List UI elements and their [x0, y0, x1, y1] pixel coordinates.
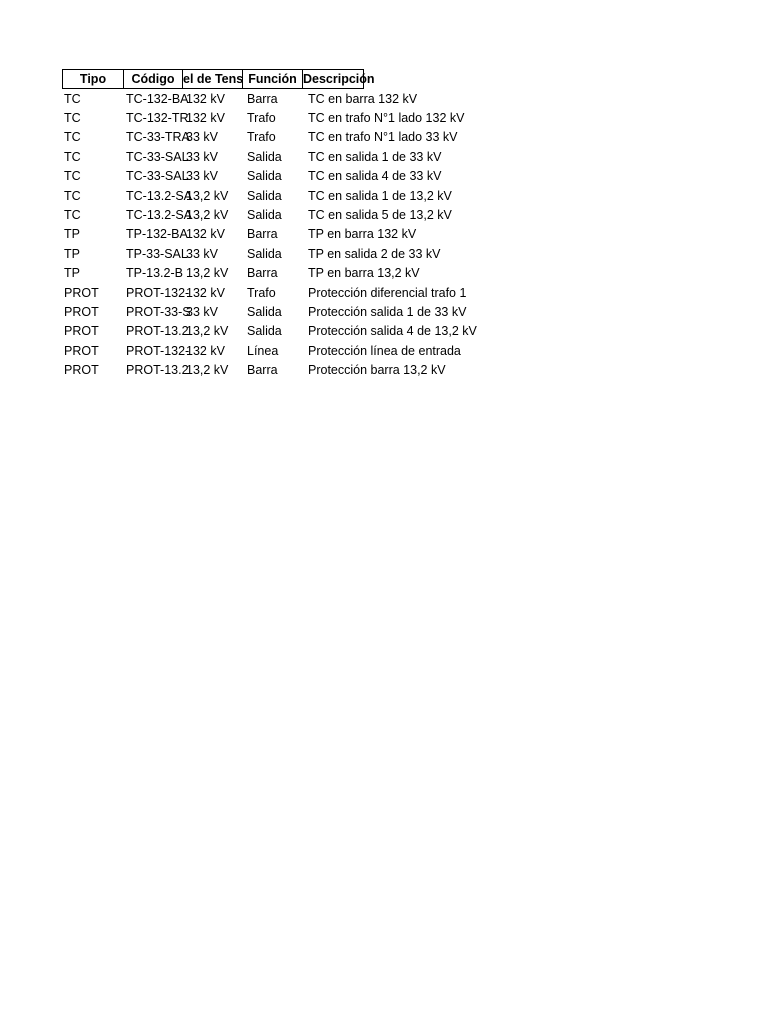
cell-nivel-tension: 33 kV	[186, 130, 218, 145]
cell-descripcion: Protección línea de entrada	[308, 343, 461, 358]
cell-tipo: TP	[64, 227, 80, 242]
table-row	[62, 225, 606, 244]
cell-tipo: PROT	[64, 285, 99, 300]
cell-funcion: Salida	[247, 246, 282, 261]
cell-nivel-tension: 33 kV	[186, 149, 218, 164]
table-row	[62, 322, 606, 341]
cell-tipo: PROT	[64, 343, 99, 358]
cell-nivel-tension: 33 kV	[186, 304, 218, 319]
cell-descripcion: TP en salida 2 de 33 kV	[308, 246, 441, 261]
cell-funcion: Salida	[247, 208, 282, 223]
cell-nivel-tension: 33 kV	[186, 169, 218, 184]
cell-tipo: PROT	[64, 304, 99, 319]
cell-tipo: TC	[64, 91, 81, 106]
cell-funcion: Barra	[247, 227, 278, 242]
cell-codigo: TP-33-SAL	[126, 246, 188, 261]
cell-descripcion: TP en barra 13,2 kV	[308, 266, 420, 281]
cell-codigo: TC-132-BA	[126, 91, 189, 106]
header-nivel-tension: el de Tens	[182, 69, 243, 89]
cell-nivel-tension: 132 kV	[186, 343, 225, 358]
cell-nivel-tension: 13,2 kV	[186, 266, 229, 281]
table-row	[62, 341, 606, 360]
cell-codigo: TC-33-SAL	[126, 169, 189, 184]
cell-descripcion: Protección diferencial trafo 1	[308, 285, 467, 300]
table-row	[62, 360, 606, 379]
cell-funcion: Línea	[247, 343, 279, 358]
cell-codigo: PROT-132-	[126, 285, 190, 300]
cell-tipo: PROT	[64, 324, 99, 339]
cell-funcion: Trafo	[247, 285, 276, 300]
cell-descripcion: TC en barra 132 kV	[308, 91, 418, 106]
table-body	[62, 89, 606, 380]
cell-descripcion: Protección salida 4 de 13,2 kV	[308, 324, 477, 339]
cell-funcion: Salida	[247, 149, 282, 164]
spreadsheet-table	[62, 69, 606, 380]
cell-descripcion: TC en trafo N°1 lado 132 kV	[308, 111, 465, 126]
cell-codigo: TP-132-BA	[126, 227, 188, 242]
table-row	[62, 108, 606, 127]
cell-tipo: TC	[64, 169, 81, 184]
cell-funcion: Barra	[247, 91, 278, 106]
cell-descripcion: TC en salida 4 de 33 kV	[308, 169, 442, 184]
cell-descripcion: Protección salida 1 de 33 kV	[308, 304, 467, 319]
cell-funcion: Barra	[247, 363, 278, 378]
table-row	[62, 264, 606, 283]
table-row	[62, 89, 606, 108]
cell-codigo: PROT-33-S	[126, 304, 191, 319]
cell-nivel-tension: 33 kV	[186, 246, 218, 261]
table-row	[62, 128, 606, 147]
cell-descripcion: TC en salida 5 de 13,2 kV	[308, 208, 452, 223]
header-funcion: Función	[242, 69, 303, 89]
cell-descripcion: Protección barra 13,2 kV	[308, 363, 446, 378]
cell-codigo: PROT-13.2	[126, 324, 189, 339]
cell-nivel-tension: 132 kV	[186, 91, 225, 106]
cell-nivel-tension: 132 kV	[186, 111, 225, 126]
cell-funcion: Salida	[247, 169, 282, 184]
cell-codigo: PROT-132-	[126, 343, 190, 358]
cell-funcion: Barra	[247, 266, 278, 281]
table-row	[62, 147, 606, 166]
cell-funcion: Trafo	[247, 130, 276, 145]
cell-tipo: TC	[64, 130, 81, 145]
header-tipo: Tipo	[62, 69, 124, 89]
cell-descripcion: TC en salida 1 de 33 kV	[308, 149, 442, 164]
cell-descripcion: TP en barra 132 kV	[308, 227, 417, 242]
cell-nivel-tension: 13,2 kV	[186, 188, 229, 203]
cell-codigo: TC-13.2-SA	[126, 188, 192, 203]
table-row	[62, 302, 606, 321]
cell-codigo: PROT-13.2	[126, 363, 189, 378]
cell-tipo: TC	[64, 188, 81, 203]
table-row	[62, 244, 606, 263]
cell-nivel-tension: 132 kV	[186, 227, 225, 242]
cell-tipo: TC	[64, 149, 81, 164]
cell-nivel-tension: 13,2 kV	[186, 324, 229, 339]
cell-funcion: Trafo	[247, 111, 276, 126]
header-row	[62, 69, 606, 89]
cell-tipo: TP	[64, 246, 80, 261]
table-row	[62, 186, 606, 205]
header-codigo: Código	[123, 69, 183, 89]
cell-codigo: TC-33-SAL	[126, 149, 189, 164]
cell-descripcion: TC en trafo N°1 lado 33 kV	[308, 130, 458, 145]
cell-codigo: TP-13.2-B	[126, 266, 183, 281]
cell-funcion: Salida	[247, 324, 282, 339]
table-row	[62, 205, 606, 224]
cell-codigo: TC-132-TR	[126, 111, 189, 126]
cell-nivel-tension: 13,2 kV	[186, 363, 229, 378]
cell-tipo: TC	[64, 111, 81, 126]
table-row	[62, 283, 606, 302]
cell-funcion: Salida	[247, 304, 282, 319]
cell-tipo: TP	[64, 266, 80, 281]
header-descripcion: Descripción	[302, 69, 364, 89]
cell-funcion: Salida	[247, 188, 282, 203]
cell-tipo: PROT	[64, 363, 99, 378]
cell-nivel-tension: 132 kV	[186, 285, 225, 300]
table-row	[62, 167, 606, 186]
cell-descripcion: TC en salida 1 de 13,2 kV	[308, 188, 452, 203]
cell-codigo: TC-13.2-SA	[126, 208, 192, 223]
cell-tipo: TC	[64, 208, 81, 223]
cell-nivel-tension: 13,2 kV	[186, 208, 229, 223]
cell-codigo: TC-33-TRA	[126, 130, 190, 145]
